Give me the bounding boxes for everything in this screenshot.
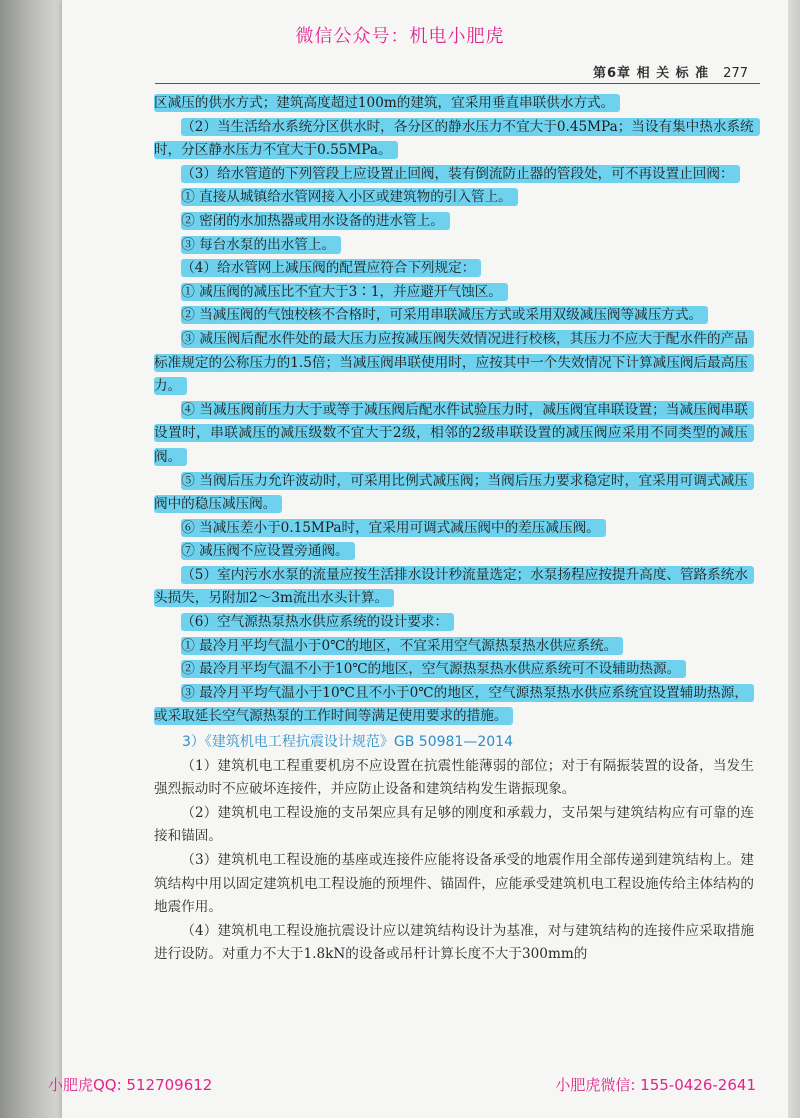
plain-section bbox=[154, 755, 754, 967]
highlighted-text: ② 当减压阀的气蚀校核不合格时，可采用串联减压方式或采用双级减压阀等减压方式。 bbox=[181, 306, 708, 324]
highlighted-text: ⑤ 当阀后压力允许波动时，可采用比例式减压阀；当阀后压力要求稳定时，宜采用可调式减压阀中的稳压减压阀。 bbox=[154, 472, 754, 514]
highlighted-text: ⑥ 当减压差小于0.15MPa时，宜采用可调式减压阀中的差压减压阀。 bbox=[181, 519, 606, 537]
highlighted-text: ① 直接从城镇给水管网接入小区或建筑物的引入管上。 bbox=[181, 188, 518, 206]
paragraph bbox=[154, 281, 754, 305]
paragraph bbox=[154, 328, 754, 399]
paragraph bbox=[154, 635, 754, 659]
highlighted-text: ③ 减压阀后配水件处的最大压力应按减压阀失效情况进行校核，其压力不应大于配水件的产品标准规定的公称压力的1.5倍；当减压阀串联使用时，应按其中一个失效情况下计算减压阀后最高压力。 bbox=[154, 330, 754, 395]
paragraph bbox=[154, 257, 754, 281]
highlighted-text: （4）给水管网上减压阀的配置应符合下列规定： bbox=[181, 259, 481, 277]
paragraph bbox=[154, 234, 754, 258]
highlighted-text: ③ 每台水泵的出水管上。 bbox=[181, 236, 341, 254]
paragraph bbox=[154, 210, 754, 234]
highlighted-text: ① 最冷月平均气温小于0℃的地区，不宜采用空气源热泵热水供应系统。 bbox=[181, 637, 623, 655]
page-number: 277 bbox=[723, 66, 748, 81]
highlighted-text: （2）当生活给水系统分区供水时，各分区的静水压力不宜大于0.45MPa；当设有集中热水系统时，分区静水压力不宜大于0.55MPa。 bbox=[154, 118, 760, 160]
highlighted-text: 区减压的供水方式；建筑高度超过100m的建筑，宜采用垂直串联供水方式。 bbox=[154, 94, 620, 112]
paragraph: （2）建筑机电工程设施的支吊架应具有足够的刚度和承载力，支吊架与建筑结构应有可靠的连接和锚固。 bbox=[154, 804, 754, 845]
paragraph: （4）建筑机电工程设施抗震设计应以建筑结构设计为基准，对与建筑结构的连接件应采取措施进行设防。对重力不大于1.8kN的设备或吊杆计算长度不大于300mm的 bbox=[154, 922, 754, 963]
paragraph bbox=[154, 611, 754, 635]
footer-wechat: 小肥虎微信: 155-0426-2641 bbox=[555, 1076, 756, 1094]
page-body bbox=[154, 92, 754, 967]
highlighted-text: ② 密闭的水加热器或用水设备的进水管上。 bbox=[181, 212, 450, 230]
scan-binding-shadow bbox=[0, 0, 66, 1118]
paragraph bbox=[154, 470, 754, 517]
highlighted-text: ① 减压阀的减压比不宜大于3∶1，并应避开气蚀区。 bbox=[181, 283, 508, 301]
header-rule bbox=[155, 83, 760, 84]
paragraph bbox=[154, 304, 754, 328]
paragraph bbox=[154, 658, 754, 682]
highlighted-text: （6）空气源热泵热水供应系统的设计要求： bbox=[181, 613, 454, 631]
highlighted-text: （3）给水管道的下列管段上应设置止回阀，装有倒流防止器的管段处，可不再设置止回阀： bbox=[181, 165, 739, 183]
paragraph bbox=[154, 540, 754, 564]
page-edge bbox=[788, 0, 800, 1118]
section-title: 3）《建筑机电工程抗震设计规范》GB 50981—2014 bbox=[182, 734, 513, 751]
paragraph bbox=[154, 564, 754, 611]
paragraph bbox=[154, 163, 754, 187]
highlighted-text: ⑦ 减压阀不应设置旁通阀。 bbox=[181, 542, 354, 560]
highlighted-text: ② 最冷月平均气温不小于10℃的地区，空气源热泵热水供应系统可不设辅助热源。 bbox=[181, 660, 686, 678]
paragraph: （3）建筑机电工程设施的基座或连接件应能将设备承受的地震作用全部传递到建筑结构上。建筑结构中用以固定建筑机电工程设施的预埋件、锚固件，应能承受建筑机电工程设施传给主体结构的地震作用。 bbox=[154, 852, 754, 916]
highlighted-text: （5）室内污水水泵的流量应按生活排水设计秒流量选定；水泵扬程应按提升高度、管路系统水头损失，另附加2～3m流出水头计算。 bbox=[154, 566, 754, 608]
paragraph bbox=[154, 399, 754, 470]
highlighted-text: ④ 当减压阀前压力大于或等于减压阀后配水件试验压力时，减压阀宜串联设置；当减压阀串联设置时，串联减压的减压级数不宜大于2级，相邻的2级串联设置的减压阀应采用不同类型的减压阀。 bbox=[154, 401, 754, 466]
paragraph bbox=[154, 116, 754, 163]
footer-qq: 小肥虎QQ: 512709612 bbox=[48, 1076, 213, 1094]
paragraph bbox=[154, 186, 754, 210]
watermark-top: 微信公众号：机电小肥虎 bbox=[295, 26, 505, 47]
paragraph bbox=[154, 517, 754, 541]
paragraph bbox=[154, 682, 754, 729]
chapter-title: 第6章 相 关 标 准 bbox=[593, 66, 710, 81]
highlighted-text: ③ 最冷月平均气温小于10℃且不小于0℃的地区，空气源热泵热水供应系统宜设置辅助热源，或采取延长空气源热泵的工作时间等满足使用要求的措施。 bbox=[154, 684, 754, 726]
running-head bbox=[593, 62, 748, 81]
paragraph bbox=[154, 92, 754, 116]
paragraph: （1）建筑机电工程重要机房不应设置在抗震性能薄弱的部位；对于有隔振装置的设备，当发生强烈振动时不应破坏连接件，并应防止设备和建筑结构发生谐振现象。 bbox=[154, 757, 754, 798]
